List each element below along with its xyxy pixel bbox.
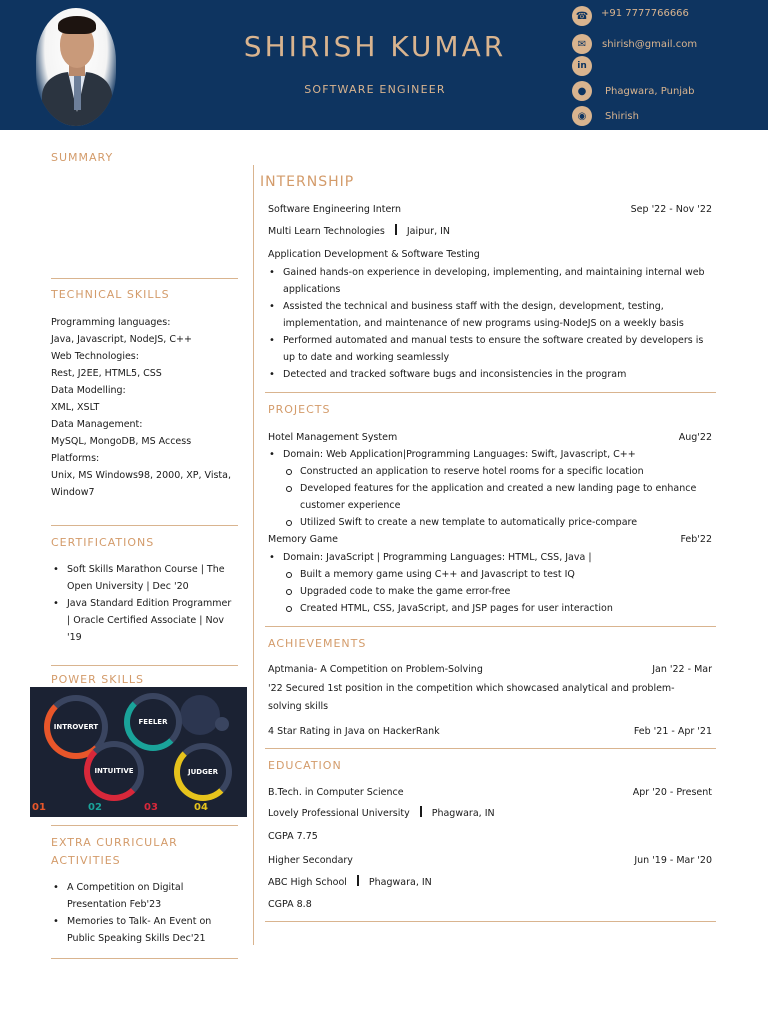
certifications-heading: CERTIFICATIONS: [51, 536, 155, 549]
location-icon: ●: [572, 81, 592, 101]
skill-line: MySQL, MongoDB, MS Access: [51, 436, 192, 447]
achievements-heading: ACHIEVEMENTS: [268, 637, 367, 650]
internship-bullet: • Detected and tracked software bugs and inconsistencies in the program: [268, 366, 716, 383]
achievement-title: 4 Star Rating in Java on HackerRank: [268, 726, 440, 737]
skill-line: Data Management:: [51, 419, 143, 430]
location-text: Phagwara, Punjab: [605, 85, 695, 97]
skill-line: Platforms:: [51, 453, 100, 464]
project-title: Memory Game: [268, 534, 338, 545]
activity-item: • Memories to Talk- An Event on Public Speaking Skills Dec'21: [51, 913, 236, 947]
project-date: Aug'22: [678, 432, 712, 443]
skill-number: 03: [144, 802, 158, 813]
skill-line: XML, XSLT: [51, 402, 100, 413]
skill-number: 02: [88, 802, 102, 813]
email-address: shirish@gmail.com: [602, 38, 698, 50]
extra-curricular-heading: EXTRA CURRICULAR ACTIVITIES: [51, 836, 178, 867]
contact-phone[interactable]: [572, 6, 689, 26]
degree-date: Apr '20 - Present: [632, 787, 712, 798]
school-line: [268, 875, 432, 891]
contact-github[interactable]: [572, 106, 639, 126]
degree-title: B.Tech. in Computer Science: [268, 787, 404, 798]
project-details: [268, 446, 716, 531]
candidate-role: SOFTWARE ENGINEER: [304, 83, 446, 96]
project-title: Hotel Management System: [268, 432, 398, 443]
ring-feeler: FEELER: [124, 693, 182, 751]
divider: [51, 958, 238, 959]
power-skills-image: [30, 687, 247, 817]
school-line: [268, 806, 495, 822]
internship-heading: INTERNSHIP: [260, 174, 355, 190]
company-location: Jaipur, IN: [406, 226, 451, 237]
activity-item: • A Competition on Digital Presentation Feb'23: [51, 879, 236, 913]
contact-linkedin[interactable]: [572, 56, 602, 76]
candidate-name: SHIRISH KUMAR: [243, 30, 507, 63]
ring-intuitive: INTUITIVE: [84, 741, 144, 801]
divider: [51, 825, 238, 826]
internship-company-line: [268, 224, 450, 240]
internship-bullet: • Performed automated and manual tests to ensure the software created by developers is up to date and working seamlessly: [268, 332, 716, 366]
column-divider: [253, 165, 254, 945]
summary-heading: SUMMARY: [51, 151, 114, 164]
resume-header: [0, 0, 768, 130]
phone-icon: ☎: [572, 6, 592, 26]
skill-line: Unix, MS Windows98, 2000, XP, Vista,: [51, 470, 231, 481]
github-username: Shirish: [605, 110, 639, 122]
project-item: Constructed an application to reserve hotel rooms for a specific location: [268, 463, 716, 480]
skill-line: Data Modelling:: [51, 385, 126, 396]
ring-introvert: INTROVERT: [44, 695, 108, 759]
project-item: Developed features for the application and created a new landing page to enhance customer experience: [268, 480, 716, 514]
divider: [265, 748, 716, 749]
contact-email[interactable]: [572, 34, 697, 54]
technical-skills-heading: TECHNICAL SKILLS: [51, 288, 170, 301]
project-details: [268, 549, 716, 617]
achievement-title: Aptmania- A Competition on Problem-Solving: [268, 664, 483, 675]
separator: [420, 806, 422, 817]
skill-line: Window7: [51, 487, 95, 498]
grade: CGPA 8.8: [268, 899, 312, 910]
technical-skills-list: [51, 314, 231, 501]
divider: [265, 921, 716, 922]
grade: CGPA 7.75: [268, 831, 318, 842]
project-item: Created HTML, CSS, JavaScript, and JSP pages for user interaction: [268, 600, 716, 617]
internship-title: Software Engineering Intern: [268, 204, 402, 215]
skill-line: Rest, J2EE, HTML5, CSS: [51, 368, 162, 379]
degree-date: Jun '19 - Mar '20: [634, 855, 712, 866]
project-item: Upgraded code to make the game error-free: [268, 583, 716, 600]
email-icon: ✉: [572, 34, 592, 54]
internship-bullets: [268, 264, 716, 383]
phone-number: +91 7777766666: [601, 7, 689, 19]
skill-number: 04: [194, 802, 208, 813]
project-domain: • Domain: JavaScript | Programming Languages: HTML, CSS, Java |: [268, 549, 716, 566]
achievement-description: '22 Secured 1st position in the competition which showcased analytical and problem- solving skills: [268, 683, 675, 712]
skill-number: 01: [32, 802, 46, 813]
power-skills-heading: POWER SKILLS: [51, 673, 144, 686]
certification-item: • Java Standard Edition Programmer | Oracle Certified Associate | Nov '19: [51, 595, 236, 646]
separator: [395, 224, 397, 235]
linkedin-icon: in: [572, 56, 592, 76]
achievement-date: Feb '21 - Apr '21: [633, 726, 712, 737]
school-location: Phagwara, IN: [431, 808, 495, 819]
project-item: Built a memory game using C++ and Javascript to test IQ: [268, 566, 716, 583]
internship-area: Application Development & Software Testing: [268, 249, 480, 260]
education-heading: EDUCATION: [268, 759, 342, 772]
projects-heading: PROJECTS: [268, 403, 331, 416]
divider: [265, 392, 716, 393]
contact-location: [572, 81, 695, 101]
project-date: Feb'22: [680, 534, 712, 545]
company-name: Multi Learn Technologies: [268, 226, 385, 237]
skill-line: Programming languages:: [51, 317, 171, 328]
divider: [265, 626, 716, 627]
extra-curricular-list: [51, 879, 236, 947]
internship-date: Sep '22 - Nov '22: [630, 204, 712, 215]
skill-line: Web Technologies:: [51, 351, 139, 362]
certifications-list: [51, 561, 236, 646]
school-name: Lovely Professional University: [268, 808, 410, 819]
degree-title: Higher Secondary: [268, 855, 353, 866]
school-name: ABC High School: [268, 877, 347, 888]
achievement-date: Jan '22 - Mar: [652, 664, 712, 675]
skill-line: Java, Javascript, NodeJS, C++: [51, 334, 192, 345]
divider: [51, 665, 238, 666]
project-domain: • Domain: Web Application|Programming Languages: Swift, Javascript, C++: [268, 446, 716, 463]
github-icon: ◉: [572, 106, 592, 126]
profile-photo: [36, 8, 116, 126]
ring-judger: JUDGER: [174, 743, 232, 801]
internship-bullet: • Gained hands-on experience in developing, implementing, and maintaining internal web applications: [268, 264, 716, 298]
school-location: Phagwara, IN: [368, 877, 432, 888]
certification-item: • Soft Skills Marathon Course | The Open University | Dec '20: [51, 561, 236, 595]
separator: [357, 875, 359, 886]
divider: [51, 278, 238, 279]
project-item: Utilized Swift to create a new template to automatically price-compare: [268, 514, 716, 531]
internship-bullet: • Assisted the technical and business staff with the design, development, testing, implementation, and maintenance of new programs using-NodeJS on a weekly basis: [268, 298, 716, 332]
divider: [51, 525, 238, 526]
